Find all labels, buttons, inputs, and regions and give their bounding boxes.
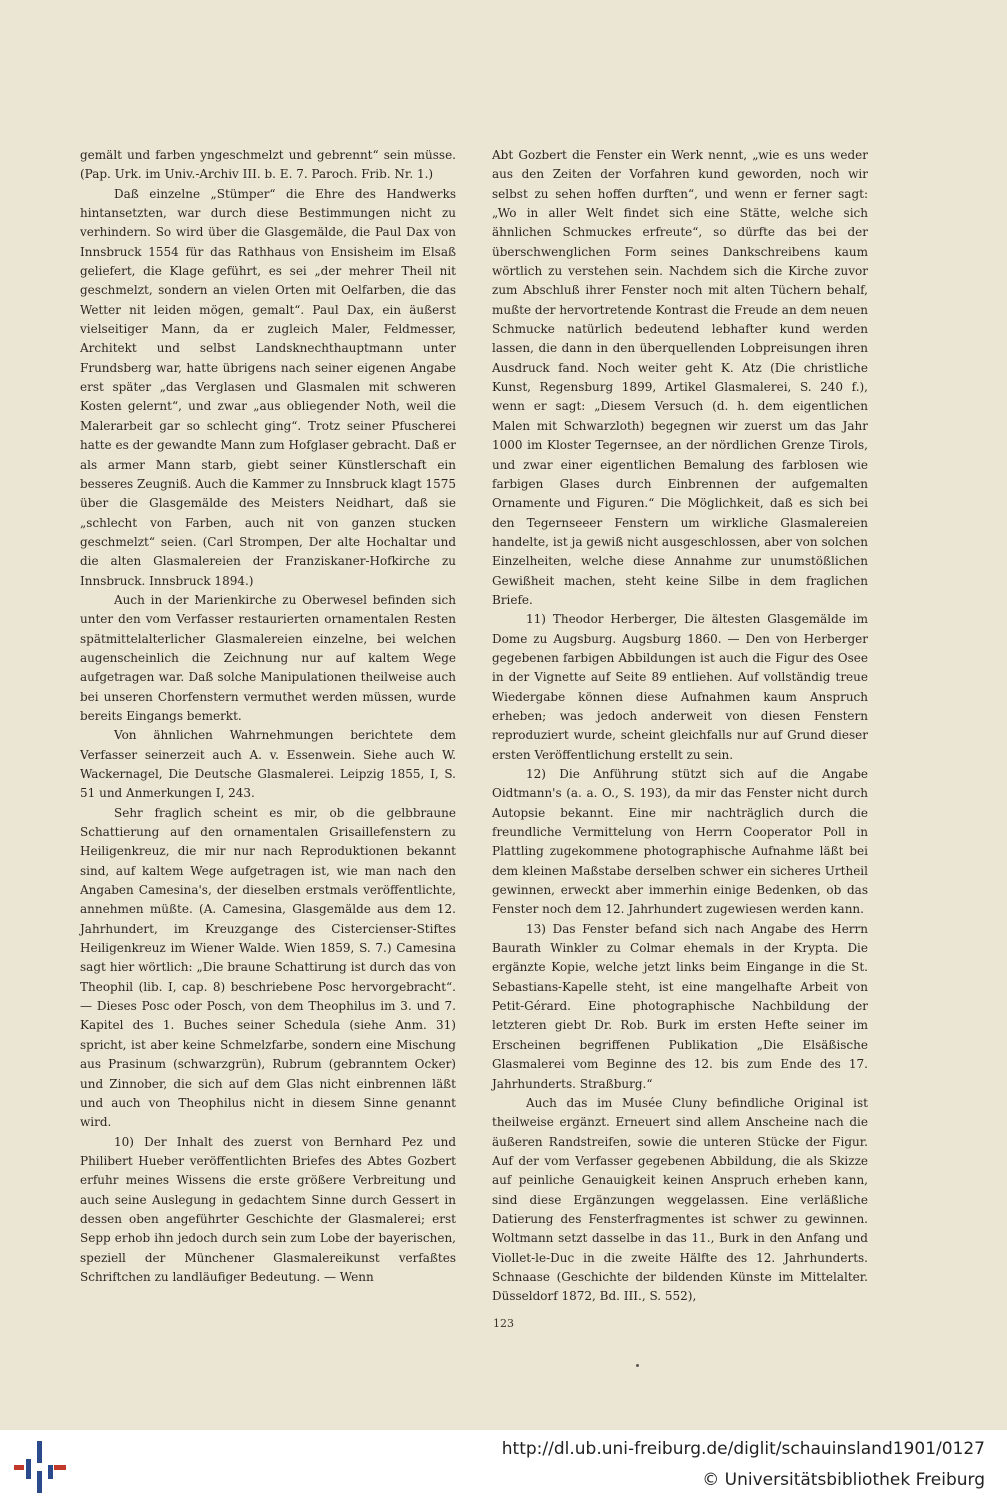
footnote-10: 10) Der Inhalt des zuerst von Bernhard Pez und Philibert Hueber veröffentlichten Briefes des Abtes Gozbert erfuhr meines Wissens die erste größere Verbreitung und auch seine Auslegung in gedachtem Sinne durch Gessert in dessen oben angeführter Geschichte der Glasmalerei; erst Sepp erhob ihn jedoch durch sein zum Lobe der bayerischen, speziell der Münchener Glasmalereikunst verfaßtes Schriftchen zu landläufiger Bedeutung. — Wenn <box>80 1134 456 1284</box>
footnote-12: 12) Die Anführung stützt sich auf die Angabe Oidtmann's (a. a. O., S. 193), da mir das Fenster nicht durch Autopsie bekannt. Eine mir nachträglich durch die freundliche Vermittelung von Herrn Cooperator Poll in Plattling zugekommene photographische Aufnahme läßt bei dem kleinen Maßstabe derselben schwer ein sicheres Urtheil gewinnen, erweckt aber immerhin einige Bedenken, ob das Fenster noch dem 12. Jahrhundert zugewiesen werden kann. <box>492 767 868 917</box>
paragraph: Auch in der Marienkirche zu Oberwesel befinden sich unter den vom Verfasser restaurierten ornamentalen Resten spätmittelalterlicher Glasmalereien einzelne, bei welchen augenscheinlich die Zeichnung nur auf kaltem Wege aufgetragen war. Daß solche Manipulationen theilweise auch bei unseren Chorfenstern vermuthet werden müssen, wurde bereits Eingangs bemerkt. <box>80 592 456 723</box>
paragraph: Daß einzelne „Stümper“ die Ehre des Handwerks hintansetzten, war durch diese Bestimmungen nicht zu verhindern. So wird über die Glasgemälde, die Paul Dax von Innsbruck 1554 für das Rathhaus von Ensisheim im Elsaß geliefert, die Klage geführt, es sei „der mehrer Theil nit geschmelzt, sondern an vielen Orten mit Oelfarben, die das Wetter nit leiden mögen, gemalt“. Paul Dax, ein äußerst vielseitiger Mann, da er zugleich Maler, Feldmesser, Architekt und selbst Landsknechthauptmann unter Frundsberg war, hatte übrigens nach seiner eigenen Angabe erst später „das Verglasen und Glasmalen mit schweren Kosten gelernt“, und zwar „aus obliegender Noth, weil die Malerarbeit gar so schlecht ging“. Trotz seiner Pfuscherei hatte es der gewandte Mann zum Hofglaser gebracht. Daß er als armer Mann starb, giebt seiner Künstlerschaft ein besseres Zeugniß. Auch die Kammer zu Innsbruck klagt 1575 über die Glasgemälde des Meisters Neidhart, daß sie „schlecht von Farben, auch nit von ganzen stucken geschmelzt“ seien. (Carl Strompen, Der alte Hochaltar und die alten Glasmalereien der Franziskaner-Hofkirche zu Innsbruck. Innsbruck 1894.) <box>80 186 456 588</box>
paragraph: Abt Gozbert die Fenster ein Werk nennt, „wie es uns weder aus den Zeiten der Vorfahren kund geworden, noch wir selbst zu sehen hoffen durften“, und wenn er ferner sagt: „Wo in aller Welt findet sich eine Stätte, welche sich ähnlichen Schmuckes erfreute“, so dürfte das bei der überschwenglichen Form seines Dankschreibens kaum wörtlich zu verstehen sein. Nachdem sich die Kirche zuvor zum Abschluß ihrer Fenster noch mit alten Tüchern behalf, mußte der hervortretende Kontrast die Freude an dem neuen Schmucke natürlich bedeutend lebhafter kund werden lassen, die dann in den überquellenden Lobpreisungen ihren Ausdruck fand. Noch weiter geht K. Atz (Die christliche Kunst, Regensburg 1899, Artikel Glasmalerei, S. 240 f.), wenn er sagt: „Diesem Versuch (d. h. dem eigentlichen Malen mit Schwarzloth) begegnen wir zuerst um das Jahr 1000 im Kloster Tegernsee, an der nördlichen Grenze Tirols, und zwar einer eigentlichen Bemalung des farblosen wie farbigen Glases durch Einbrennen der aufgemalten Ornamente und Figuren.“ Die Möglichkeit, daß es sich bei den Tegernseeer Fenstern um wirkliche Glasmalereien handelte, ist ja gewiß nicht ausgeschlossen, aber von solchen Einzelheiten, welche diese Annahme zur unumstößlichen Gewißheit machen, steht keine Silbe in dem fraglichen Briefe. <box>492 148 868 607</box>
right-text-column <box>492 146 868 1307</box>
paragraph: gemält und farben yngeschmelzt und gebrennt“ sein müsse. (Pap. Urk. im Univ.-Archiv III. b. E. 7. Paroch. Frib. Nr. 1.) <box>80 148 456 182</box>
paragraph: Von ähnlichen Wahrnehmungen berichtete dem Verfasser seinerzeit auch A. v. Essenwein. Siehe auch W. Wackernagel, Die Deutsche Glasmalerei. Leipzig 1855, I, S. 51 und Anmerkungen I, 243. <box>80 728 456 801</box>
speck <box>636 1364 639 1367</box>
page-number: 123 <box>493 1317 514 1330</box>
copyright-text: © Universitätsbibliothek Freiburg <box>702 1470 985 1490</box>
paragraph: Auch das im Musée Cluny befindliche Original ist theilweise ergänzt. Erneuert sind allem Anscheine nach die äußeren Randstreifen, sowie die unteren Stücke der Figur. Auf der vom Verfasser gegebenen Abbildung, die als Skizze auf peinliche Genauigkeit keinen Anspruch erheben kann, sind diese Ergänzungen weggelassen. Eine verläßliche Datierung des Fensterfragmentes ist schwer zu gewinnen. Woltmann setzt dasselbe in das 11., Burk in den Anfang und Viollet-le-Duc in die zweite Hälfte des 12. Jahrhunderts. Schnaase (Geschichte der bildenden Künste im Mittelalter. Düsseldorf 1872, Bd. III., S. 552), <box>492 1095 868 1304</box>
library-logo-icon <box>14 1441 66 1493</box>
footnote-11: 11) Theodor Herberger, Die ältesten Glasgemälde im Dome zu Augsburg. Augsburg 1860. — Den von Herberger gegebenen farbigen Abbildungen ist auch die Figur des Osee in der Vignette auf Seite 89 entliehen. Auf vollständig treue Wiedergabe können diese Aufnahmen kaum Anspruch erheben; was jedoch anderweit von diesen Fenstern reproduziert wurde, scheint gleichfalls nur auf Grund dieser ersten Veröffentlichung erstellt zu sein. <box>492 612 868 762</box>
left-text-column <box>80 146 456 1287</box>
permalink-link[interactable]: http://dl.ub.uni-freiburg.de/diglit/schauinsland1901/0127 <box>501 1439 985 1459</box>
paragraph: Sehr fraglich scheint es mir, ob die gelbbraune Schattierung auf den ornamentalen Grisaillefenstern zu Heiligenkreuz, die mir nur nach Reproduktionen bekannt sind, auf kaltem Wege aufgetragen ist, wie man nach den Angaben Camesina's, der dieselben erstmals veröffentlichte, annehmen müßte. (A. Camesina, Glasgemälde aus dem 12. Jahrhundert, im Kreuzgange des Cistercienser-Stiftes Heiligenkreuz im Wiener Walde. Wien 1859, S. 7.) Camesina sagt hier wörtlich: „Die braune Schattirung ist durch das von Theophil (lib. I, cap. 8) beschriebene Posc hervorgebracht“. — Dieses Posc oder Posch, von dem Theophilus im 3. und 7. Kapitel des 1. Buches seiner Schedula (siehe Anm. 31) spricht, ist aber keine Schmelzfarbe, sondern eine Mischung aus Prasinum (schwarzgrün), Rubrum (gebranntem Ocker) und Zinnober, die sich auf dem Glas nicht einbrennen läßt und auch von Theophilus nicht in diesem Sinne genannt wird. <box>80 805 456 1130</box>
footnote-13: 13) Das Fenster befand sich nach Angabe des Herrn Baurath Winkler zu Colmar ehemals in der Krypta. Die ergänzte Kopie, welche jetzt links beim Eingange in die St. Sebastians-Kapelle steht, ist eine mangelhafte Arbeit von Petit-Gérard. Eine photographische Nachbildung der letzteren giebt Dr. Rob. Burk im ersten Hefte seiner im Erscheinen begriffenen Publikation „Die Elsäßische Glasmalerei vom Beginne des 12. bis zum Ende des 17. Jahrhunderts. Straßburg.“ <box>492 921 868 1091</box>
